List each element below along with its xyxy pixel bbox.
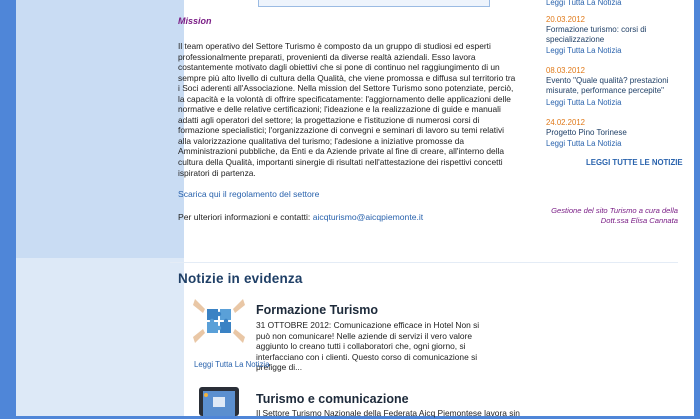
news-date-3: 24.02.2012 xyxy=(546,118,586,127)
news-read-more-link-1[interactable]: Leggi Tutta La Notizia xyxy=(546,46,622,55)
left-sidebar-lower xyxy=(16,258,184,416)
news-title-1[interactable]: Formazione turismo: corsi di specializzazione xyxy=(546,25,647,44)
news-title-3[interactable]: Progetto Pino Torinese xyxy=(546,128,627,137)
featured-read-more-link-1[interactable]: Leggi Tutta La Notizia xyxy=(194,360,270,369)
news-title-2[interactable]: Evento "Quale qualità? prestazioni misurate, performance percepite" xyxy=(546,76,669,95)
site-credits: Gestione del sito Turismo a cura della Dott.ssa Elisa Cannata xyxy=(551,206,678,225)
news-date-1: 20.03.2012 xyxy=(546,15,586,24)
news-date-2: 08.03.2012 xyxy=(546,66,586,75)
featured-news-heading: Notizie in evidenza xyxy=(178,271,303,286)
section-divider xyxy=(170,262,678,263)
featured-text-1: 31 OTTOBRE 2012: Comunicazione efficace in Hotel Non si può non comunicare! Nelle aziende di servizi il vero valore aggiunto lo creano tutti i collaboratori che, ogni giorno, si interfacciano con i clienti. Questo corso di comunicazione si prefigge di... xyxy=(256,320,480,372)
top-content-box xyxy=(258,0,490,7)
download-regulation-link[interactable]: Scarica qui il regolamento del settore xyxy=(178,189,320,199)
featured-title-2[interactable]: Turismo e comunicazione xyxy=(256,392,409,406)
computer-icon[interactable] xyxy=(193,383,245,416)
news-top-read-more-link[interactable]: Leggi Tutta La Notizia xyxy=(546,0,622,7)
puzzle-hands-icon[interactable] xyxy=(193,295,245,347)
contact-email-link[interactable]: aicqturismo@aicqpiemonte.it xyxy=(312,212,424,222)
news-read-more-link-3[interactable]: Leggi Tutta La Notizia xyxy=(546,139,622,148)
featured-text-2: Il Settore Turismo Nazionale della Federata Aicq Piemontese lavora sin xyxy=(256,408,520,418)
contact-label: Per ulteriori informazioni e contatti: xyxy=(178,212,313,222)
contact-info xyxy=(178,212,423,222)
featured-title-1[interactable]: Formazione Turismo xyxy=(256,303,379,317)
news-read-more-link-2[interactable]: Leggi Tutta La Notizia xyxy=(546,98,622,107)
mission-paragraph: Il team operativo del Settore Turismo è composto da un gruppo di studiosi ed esperti professionalmente preparati, provenienti da diverse realtà aziendali. Esso lavora costantemente motivato dagli obiettivi che si pone di continuo nel raggiungimento di un sempre più alto livello di cultura della Qualità, che viene promossa e diffusa sul territorio tra i Soci aderenti all'Associazione. Nella mission del Settore Turismo sono potenziate, perciò, la capacità e la volontà di offrire specificatamente: l'aggiornamento delle applicazioni delle normative e delle relative certificazioni; l'ideazione e la realizzazione di guide e manuali adatti agli operatori del settore; la progettazione e l'istituzione di numerosi corsi di formazione specialistici; l'organizzazione di convegni e seminari di lavoro su temi relativi alla valorizzazione qualitativa del turismo; l'adesione a iniziative promosse da Amministrazioni pubbliche, da Enti e da Aziende private al fine di creare, all'interno della cultura della Qualità, importanti sinergie di risultati nell'attestazione dei rispettivi concetti ispiratori di partenza. xyxy=(178,41,516,178)
mission-heading: Mission xyxy=(178,16,212,26)
left-sidebar xyxy=(16,0,184,416)
all-news-link[interactable]: LEGGI TUTTE LE NOTIZIE xyxy=(586,158,683,167)
